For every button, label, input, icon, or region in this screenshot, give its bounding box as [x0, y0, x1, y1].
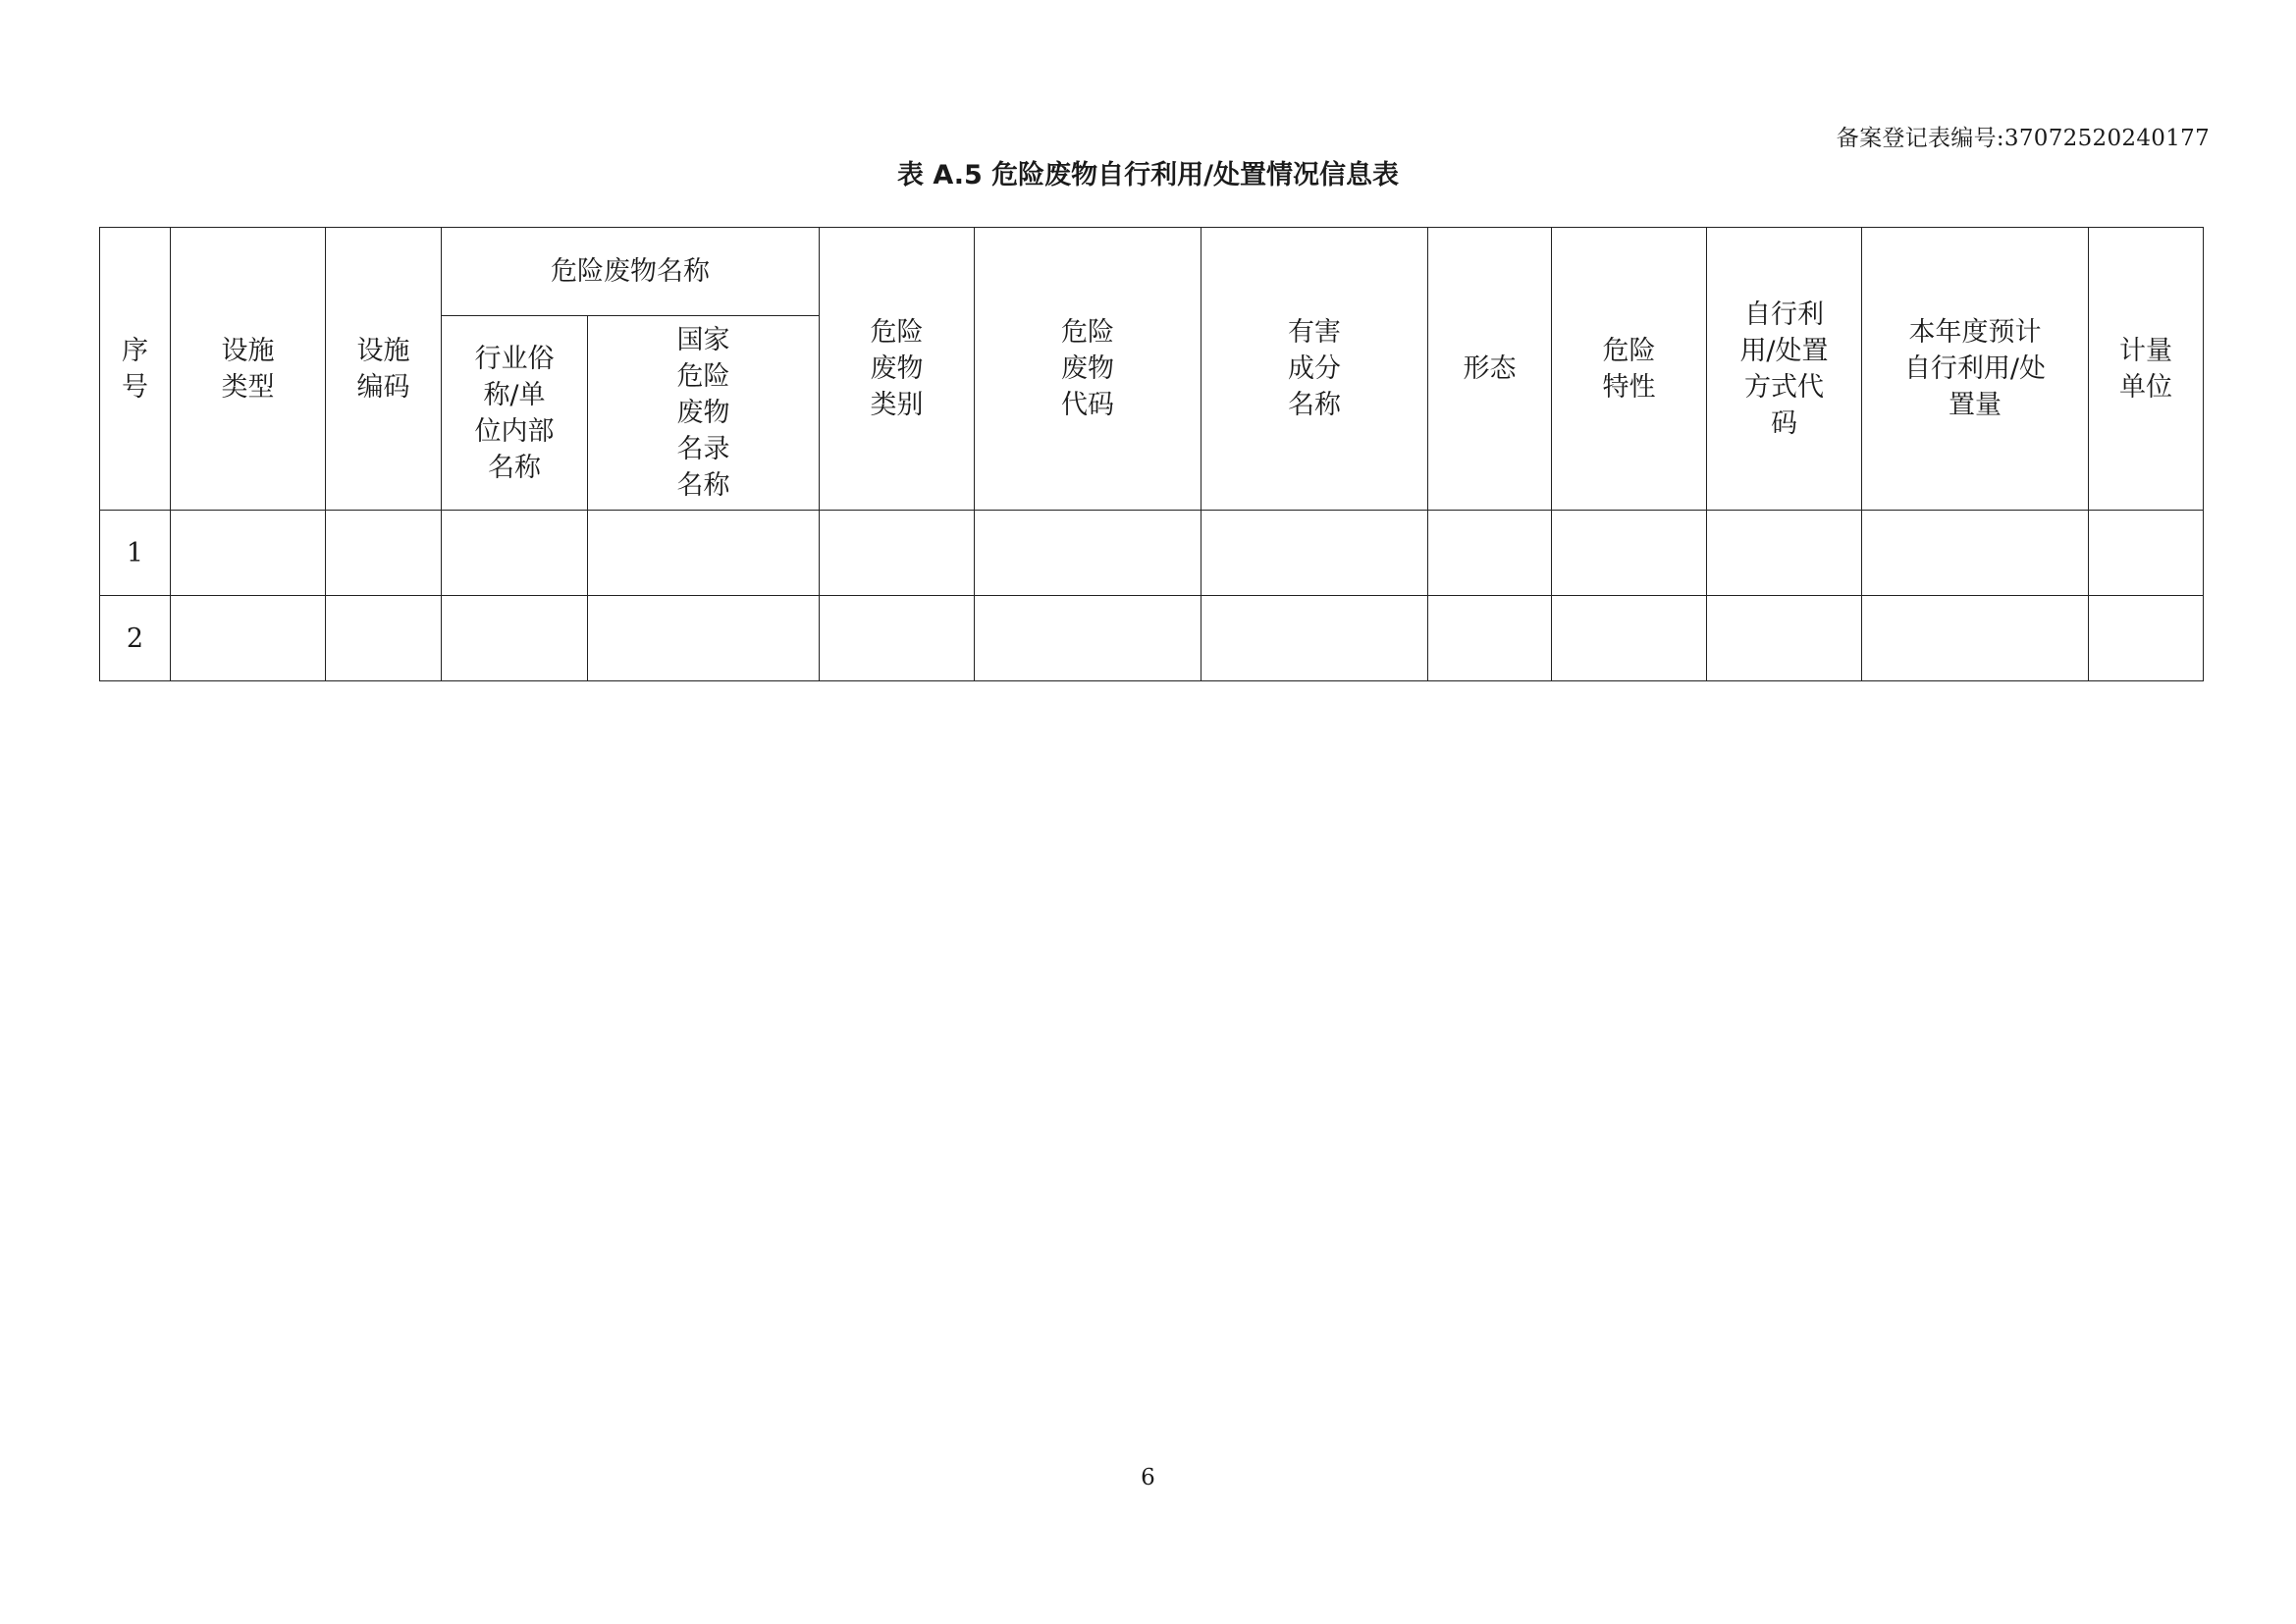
cell-waste-code[interactable] — [975, 596, 1201, 681]
header-industry-name: 行业俗 称/单 位内部 名称 — [442, 316, 588, 511]
cell-facility-code[interactable] — [326, 511, 442, 596]
cell-method-code[interactable] — [1707, 596, 1862, 681]
table-row — [100, 511, 2204, 596]
header-facility-code: 设施 编码 — [326, 228, 442, 511]
cell-method-code[interactable] — [1707, 511, 1862, 596]
cell-facility-type[interactable] — [171, 596, 326, 681]
table-row — [100, 596, 2204, 681]
header-waste-category: 危险 废物 类别 — [820, 228, 975, 511]
header-waste-name-group: 危险废物名称 — [442, 228, 820, 316]
cell-annual-quantity[interactable] — [1862, 511, 2089, 596]
cell-form[interactable] — [1428, 596, 1552, 681]
cell-national-name[interactable] — [588, 511, 820, 596]
cell-hazard-property[interactable] — [1552, 596, 1707, 681]
cell-facility-type[interactable] — [171, 511, 326, 596]
cell-waste-category[interactable] — [820, 596, 975, 681]
cell-unit[interactable] — [2089, 596, 2204, 681]
cell-industry-name[interactable] — [442, 596, 588, 681]
cell-hazard-property[interactable] — [1552, 511, 1707, 596]
hazardous-waste-table — [99, 227, 2204, 681]
cell-harmful-components[interactable] — [1201, 511, 1428, 596]
header-unit: 计量 单位 — [2089, 228, 2204, 511]
page-number: 6 — [1141, 1465, 1155, 1490]
row-seq: 1 — [100, 511, 171, 596]
header-facility-type: 设施 类型 — [171, 228, 326, 511]
cell-harmful-components[interactable] — [1201, 596, 1428, 681]
cell-unit[interactable] — [2089, 511, 2204, 596]
page-title: 表 A.5 危险废物自行利用/处置情况信息表 — [896, 160, 1400, 190]
cell-national-name[interactable] — [588, 596, 820, 681]
header-seq: 序 号 — [100, 228, 171, 511]
header-method-code: 自行利 用/处置 方式代 码 — [1707, 228, 1862, 511]
header-waste-code: 危险 废物 代码 — [975, 228, 1201, 511]
header-form: 形态 — [1428, 228, 1552, 511]
header-national-name: 国家 危险 废物 名录 名称 — [588, 316, 820, 511]
cell-facility-code[interactable] — [326, 596, 442, 681]
cell-waste-code[interactable] — [975, 511, 1201, 596]
cell-waste-category[interactable] — [820, 511, 975, 596]
registration-number: 备案登记表编号:37072520240177 — [1836, 126, 2210, 151]
header-annual-quantity: 本年度预计 自行利用/处 置量 — [1862, 228, 2089, 511]
row-seq: 2 — [100, 596, 171, 681]
header-hazard-property: 危险 特性 — [1552, 228, 1707, 511]
cell-industry-name[interactable] — [442, 511, 588, 596]
header-harmful-components: 有害 成分 名称 — [1201, 228, 1428, 511]
cell-annual-quantity[interactable] — [1862, 596, 2089, 681]
cell-form[interactable] — [1428, 511, 1552, 596]
